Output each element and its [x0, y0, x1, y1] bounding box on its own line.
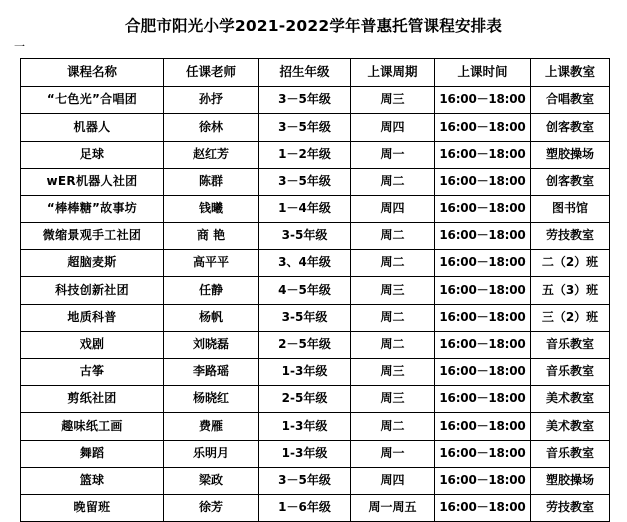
cell-course-name: “七色光”合唱团 [21, 87, 164, 114]
cell-grade: 1－6年级 [259, 494, 351, 521]
cell-course-name: 古筝 [21, 359, 164, 386]
cell-teacher: 徐芳 [164, 494, 259, 521]
cell-classroom: 创客教室 [531, 168, 610, 195]
cell-time: 16:00－18:00 [435, 277, 531, 304]
cell-course-name: 足球 [21, 141, 164, 168]
cell-course-name: 微缩景观手工社团 [21, 223, 164, 250]
cell-weekday: 周三 [351, 277, 435, 304]
cell-grade: 4－5年级 [259, 277, 351, 304]
cell-grade: 3－5年级 [259, 467, 351, 494]
cell-weekday: 周二 [351, 304, 435, 331]
column-header-course-name: 课程名称 [21, 59, 164, 87]
cell-teacher: 李路瑶 [164, 359, 259, 386]
cell-time: 16:00－18:00 [435, 467, 531, 494]
course-schedule-table [20, 58, 610, 522]
cell-teacher: 杨帆 [164, 304, 259, 331]
table-row [21, 386, 610, 413]
cell-classroom: 二（2）班 [531, 250, 610, 277]
table-header-row [21, 59, 610, 87]
cell-weekday: 周一 [351, 440, 435, 467]
cell-course-name: 剪纸社团 [21, 386, 164, 413]
table-row [21, 304, 610, 331]
cell-teacher: 钱曦 [164, 195, 259, 222]
cell-course-name: “棒棒糖”故事坊 [21, 195, 164, 222]
cell-weekday: 周四 [351, 114, 435, 141]
table-row [21, 413, 610, 440]
cell-grade: 1-3年级 [259, 413, 351, 440]
cell-weekday: 周一周五 [351, 494, 435, 521]
cell-grade: 3-5年级 [259, 223, 351, 250]
cell-classroom: 劳技教室 [531, 494, 610, 521]
cell-weekday: 周一 [351, 141, 435, 168]
cell-weekday: 周四 [351, 195, 435, 222]
cell-grade: 3-5年级 [259, 304, 351, 331]
schedule-table-container [0, 58, 627, 522]
column-header-weekday: 上课周期 [351, 59, 435, 87]
cell-grade: 2－5年级 [259, 331, 351, 358]
table-row [21, 277, 610, 304]
table-row [21, 331, 610, 358]
cell-teacher: 陈群 [164, 168, 259, 195]
cell-time: 16:00－18:00 [435, 168, 531, 195]
cell-grade: 3－5年级 [259, 168, 351, 195]
cell-grade: 3、4年级 [259, 250, 351, 277]
cell-teacher: 梁政 [164, 467, 259, 494]
cell-weekday: 周二 [351, 168, 435, 195]
cell-classroom: 音乐教室 [531, 359, 610, 386]
cell-course-name: 趣味纸工画 [21, 413, 164, 440]
cell-grade: 3－5年级 [259, 87, 351, 114]
column-header-time: 上课时间 [435, 59, 531, 87]
cell-time: 16:00－18:00 [435, 494, 531, 521]
table-row [21, 141, 610, 168]
table-body [21, 87, 610, 522]
table-row [21, 195, 610, 222]
cell-teacher: 赵红芳 [164, 141, 259, 168]
cell-time: 16:00－18:00 [435, 223, 531, 250]
cell-classroom: 美术教室 [531, 413, 610, 440]
cell-classroom: 三（2）班 [531, 304, 610, 331]
page-title: 合肥市阳光小学2021-2022学年普惠托管课程安排表 [124, 17, 503, 35]
table-row [21, 250, 610, 277]
cell-grade: 1-3年级 [259, 359, 351, 386]
cell-time: 16:00－18:00 [435, 195, 531, 222]
cell-classroom: 五（3）班 [531, 277, 610, 304]
cell-time: 16:00－18:00 [435, 87, 531, 114]
cell-time: 16:00－18:00 [435, 359, 531, 386]
cell-time: 16:00－18:00 [435, 250, 531, 277]
cell-time: 16:00－18:00 [435, 386, 531, 413]
table-row [21, 223, 610, 250]
cell-teacher: 任静 [164, 277, 259, 304]
cell-time: 16:00－18:00 [435, 304, 531, 331]
cell-grade: 1-3年级 [259, 440, 351, 467]
cell-course-name: 地质科普 [21, 304, 164, 331]
cell-classroom: 合唱教室 [531, 87, 610, 114]
cell-teacher: 高平平 [164, 250, 259, 277]
cell-course-name: 晚留班 [21, 494, 164, 521]
cell-course-name: wER机器人社团 [21, 168, 164, 195]
cell-grade: 2-5年级 [259, 386, 351, 413]
cell-grade: 1－4年级 [259, 195, 351, 222]
table-row [21, 359, 610, 386]
cell-teacher: 乐明月 [164, 440, 259, 467]
cell-weekday: 周二 [351, 250, 435, 277]
cell-classroom: 塑胶操场 [531, 141, 610, 168]
cell-course-name: 机器人 [21, 114, 164, 141]
table-row [21, 467, 610, 494]
table-header [21, 59, 610, 87]
cell-time: 16:00－18:00 [435, 440, 531, 467]
cell-classroom: 美术教室 [531, 386, 610, 413]
cell-grade: 1－2年级 [259, 141, 351, 168]
cell-time: 16:00－18:00 [435, 141, 531, 168]
table-row [21, 494, 610, 521]
cell-teacher: 孙抒 [164, 87, 259, 114]
cell-grade: 3－5年级 [259, 114, 351, 141]
column-header-grade: 招生年级 [259, 59, 351, 87]
cell-weekday: 周三 [351, 87, 435, 114]
cell-weekday: 周二 [351, 331, 435, 358]
cell-course-name: 篮球 [21, 467, 164, 494]
cell-weekday: 周三 [351, 359, 435, 386]
cell-course-name: 科技创新社团 [21, 277, 164, 304]
cell-time: 16:00－18:00 [435, 413, 531, 440]
table-row [21, 168, 610, 195]
cell-weekday: 周四 [351, 467, 435, 494]
cell-classroom: 图书馆 [531, 195, 610, 222]
cell-classroom: 塑胶操场 [531, 467, 610, 494]
column-header-teacher: 任课老师 [164, 59, 259, 87]
cell-classroom: 音乐教室 [531, 440, 610, 467]
table-row [21, 87, 610, 114]
cell-teacher: 费雁 [164, 413, 259, 440]
cell-teacher: 刘晓磊 [164, 331, 259, 358]
cell-time: 16:00－18:00 [435, 114, 531, 141]
cell-teacher: 商 艳 [164, 223, 259, 250]
cell-weekday: 周二 [351, 223, 435, 250]
cell-classroom: 劳技教室 [531, 223, 610, 250]
cell-teacher: 杨晓红 [164, 386, 259, 413]
cell-weekday: 周二 [351, 413, 435, 440]
cell-course-name: 舞蹈 [21, 440, 164, 467]
cell-teacher: 徐林 [164, 114, 259, 141]
column-header-classroom: 上课教室 [531, 59, 610, 87]
table-row [21, 440, 610, 467]
cell-classroom: 音乐教室 [531, 331, 610, 358]
cell-classroom: 创客教室 [531, 114, 610, 141]
cell-course-name: 戏剧 [21, 331, 164, 358]
cell-weekday: 周三 [351, 386, 435, 413]
cell-course-name: 超脑麦斯 [21, 250, 164, 277]
table-row [21, 114, 610, 141]
left-marker: 一 [14, 40, 25, 54]
cell-time: 16:00－18:00 [435, 331, 531, 358]
